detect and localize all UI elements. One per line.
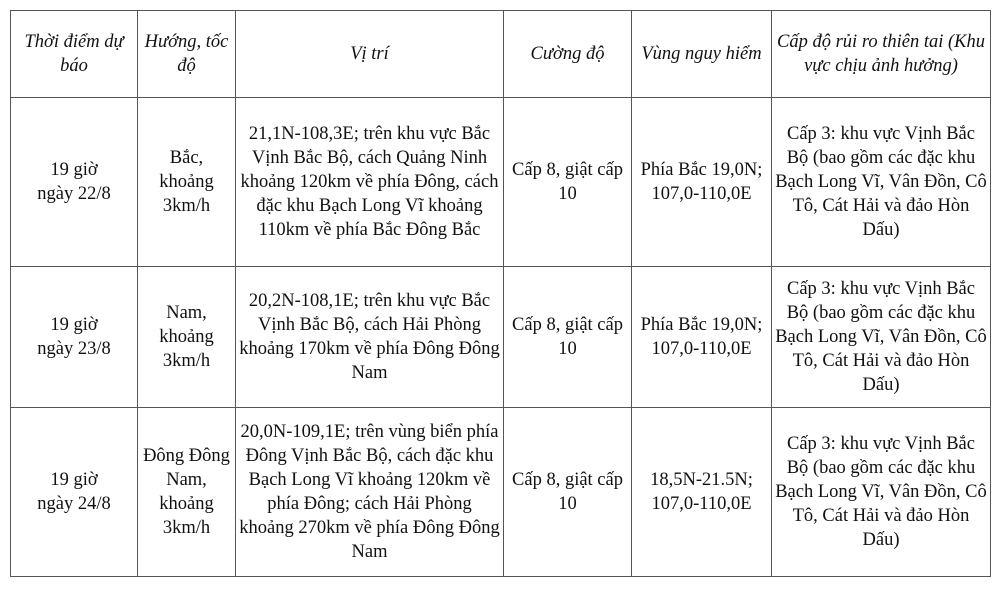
- header-risk-level: Cấp độ rủi ro thiên tai (Khu vực chịu ảnh hưởng): [772, 11, 991, 98]
- header-danger-zone: Vùng nguy hiểm: [632, 11, 772, 98]
- cell-direction-speed: Bắc, khoảng 3km/h: [138, 98, 236, 267]
- cell-intensity: Cấp 8, giật cấp 10: [504, 267, 632, 408]
- cell-intensity: Cấp 8, giật cấp 10: [504, 98, 632, 267]
- header-position: Vị trí: [236, 11, 504, 98]
- cell-position: 20,0N-109,1E; trên vùng biển phía Đông Vịnh Bắc Bộ, cách đặc khu Bạch Long Vĩ khoảng 120km về phía Đông; cách Hải Phòng khoảng 270km về phía Đông Đông Nam: [236, 408, 504, 577]
- cell-forecast-time: 19 giờ ngày 23/8: [11, 267, 138, 408]
- header-direction-speed: Hướng, tốc độ: [138, 11, 236, 98]
- cell-forecast-time: 19 giờ ngày 24/8: [11, 408, 138, 577]
- cell-position: 21,1N-108,3E; trên khu vực Bắc Vịnh Bắc Bộ, cách Quảng Ninh khoảng 120km về phía Đông, cách đặc khu Bạch Long Vĩ khoảng 110km về phía Bắc Đông Bắc: [236, 98, 504, 267]
- table-row: [11, 98, 991, 267]
- cell-danger-zone: Phía Bắc 19,0N; 107,0-110,0E: [632, 267, 772, 408]
- table-header-row: [11, 11, 991, 98]
- storm-forecast-table: [10, 10, 991, 577]
- header-intensity: Cường độ: [504, 11, 632, 98]
- table-row: [11, 267, 991, 408]
- cell-danger-zone: Phía Bắc 19,0N; 107,0-110,0E: [632, 98, 772, 267]
- cell-danger-zone: 18,5N-21.5N; 107,0-110,0E: [632, 408, 772, 577]
- cell-position: 20,2N-108,1E; trên khu vực Bắc Vịnh Bắc Bộ, cách Hải Phòng khoảng 170km về phía Đông Đông Nam: [236, 267, 504, 408]
- cell-direction-speed: Đông Đông Nam, khoảng 3km/h: [138, 408, 236, 577]
- cell-forecast-time: 19 giờ ngày 22/8: [11, 98, 138, 267]
- cell-risk-level: Cấp 3: khu vực Vịnh Bắc Bộ (bao gồm các đặc khu Bạch Long Vĩ, Vân Đồn, Cô Tô, Cát Hải và đảo Hòn Dấu): [772, 408, 991, 577]
- cell-intensity: Cấp 8, giật cấp 10: [504, 408, 632, 577]
- cell-risk-level: Cấp 3: khu vực Vịnh Bắc Bộ (bao gồm các đặc khu Bạch Long Vĩ, Vân Đồn, Cô Tô, Cát Hải và đảo Hòn Dấu): [772, 267, 991, 408]
- cell-direction-speed: Nam, khoảng 3km/h: [138, 267, 236, 408]
- cell-risk-level: Cấp 3: khu vực Vịnh Bắc Bộ (bao gồm các đặc khu Bạch Long Vĩ, Vân Đồn, Cô Tô, Cát Hải và đảo Hòn Dấu): [772, 98, 991, 267]
- header-forecast-time: Thời điểm dự báo: [11, 11, 138, 98]
- table-row: [11, 408, 991, 577]
